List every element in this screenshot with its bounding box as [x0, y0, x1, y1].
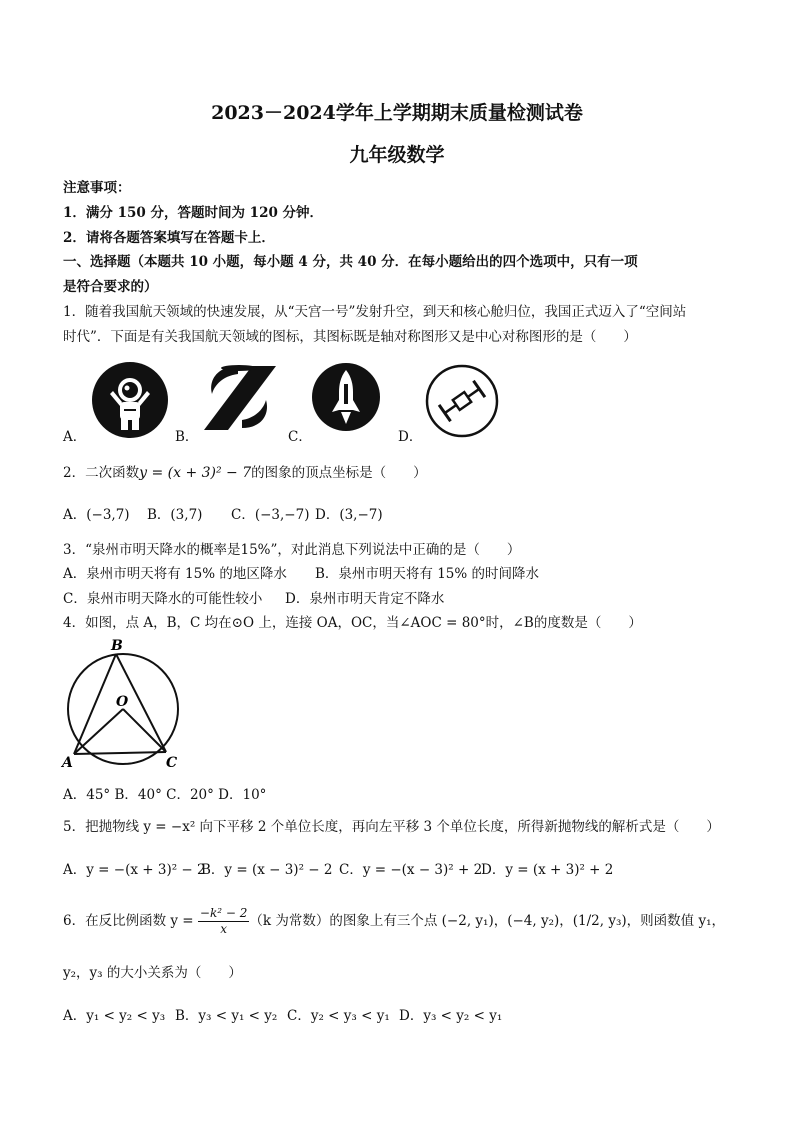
q1-stem-line2: 时代”．下面是有关我国航天领域的图标，其图标既是轴对称图形又是中心对称图形的是（ ） [63, 329, 637, 345]
q2-option-c: C．(−3,−7) [231, 507, 310, 523]
note-item-1: 1．满分 150 分，答题时间为 120 分钟． [63, 205, 324, 221]
q6-stem-line2: y₂，y₃ 的大小关系为（ ） [63, 965, 242, 981]
q2-option-d: D．(3,−7) [315, 507, 383, 523]
q3-option-c: C．泉州市明天降水的可能性较小 [63, 591, 263, 607]
q6-stem-line1 [63, 906, 725, 937]
q5-option-d: D．y = (x + 3)² + 2 [481, 862, 614, 878]
q3-option-b: B．泉州市明天将有 15% 的时间降水 [315, 566, 540, 582]
q6-option-c: C．y₂ < y₃ < y₁ [287, 1008, 390, 1024]
q1-option-c-label: C． [288, 429, 312, 445]
q2-option-b: B．(3,7) [147, 507, 203, 523]
q1-option-a-label: A． [63, 429, 87, 445]
q6-point3: (1/2, y₃) [572, 913, 627, 929]
q2-stem [63, 461, 427, 481]
q3-stem: 3．“泉州市明天降水的概率是15%”，对此消息下列说法中正确的是（ ） [63, 542, 521, 558]
orbit-swoosh-icon [198, 358, 280, 436]
q5-option-b: B．y = (x − 3)² − 2 [201, 862, 333, 878]
satellite-icon [425, 364, 499, 438]
q2-options [63, 503, 383, 523]
q2-suffix: 的图象的顶点坐标是（ ） [251, 465, 427, 481]
q4-stem: 4．如图，点 A，B，C 均在⊙O 上，连接 OA，OC，当∠AOC = 80°时，∠B的度数是（ ） [63, 615, 642, 631]
q5-stem: 5．把抛物线 y = −x² 向下平移 2 个单位长度，再向左平移 3 个单位长度，所得新抛物线的解析式是（ ） [63, 819, 720, 835]
q3-option-a: A．泉州市明天将有 15% 的地区降水 [63, 566, 287, 582]
q3-options-ab [63, 562, 539, 582]
q3-options-cd [63, 587, 444, 607]
point-c-label: C [166, 755, 178, 771]
exam-subtitle: 九年级数学 [349, 144, 445, 166]
q6-frac-denominator: x [220, 922, 228, 936]
point-b-label: B [111, 638, 123, 654]
notes-heading: 注意事项： [63, 180, 131, 196]
q5-option-c: C．y = −(x − 3)² + 2 [339, 862, 483, 878]
astronaut-icon [90, 360, 170, 440]
q5-options [63, 858, 613, 878]
q6-tail: ，则函数值 y₁， [626, 913, 725, 929]
point-o-label: O [116, 694, 129, 710]
q1-option-b-label: B． [175, 429, 199, 445]
circle-geometry-figure [60, 636, 190, 771]
q1-option-d-label: D． [398, 429, 423, 445]
q6-options [63, 1004, 502, 1024]
q6-mid: （k 为常数）的图象上有三个点 (−2, y₁)，(−4, y₂)， [249, 913, 573, 929]
section-heading-line2: 是符合要求的） [63, 279, 158, 295]
section-heading-line1: 一、选择题（本题共 10 小题，每小题 4 分，共 40 分．在每小题给出的四个选项中，只有一项 [63, 254, 638, 270]
rocket-icon [311, 362, 381, 432]
q2-option-a: A．(−3,7) [63, 507, 130, 523]
q6-option-d: D．y₃ < y₂ < y₁ [399, 1008, 503, 1024]
q6-frac-numerator: −k² − 2 [199, 906, 248, 920]
q2-function: y = (x + 3)² − 7 [139, 465, 252, 481]
q4-options: A．45° B．40° C．20° D．10° [63, 787, 267, 803]
q2-prefix: 2．二次函数 [63, 465, 140, 481]
q5-option-a: A．y = −(x + 3)² − 2 [63, 862, 206, 878]
note-item-2: 2．请将各题答案填写在答题卡上． [63, 230, 275, 246]
q3-option-d: D．泉州市明天肯定不降水 [285, 591, 445, 607]
q6-option-b: B．y₃ < y₁ < y₂ [175, 1008, 278, 1024]
q6-option-a: A．y₁ < y₂ < y₃ [63, 1008, 166, 1024]
q6-fraction [198, 906, 249, 937]
q6-prefix: 6．在反比例函数 y = [63, 913, 194, 929]
q1-stem-line1: 1．随着我国航天领域的快速发展，从“天宫一号”发射升空，到天和核心舱归位，我国正式迈入了“空间站 [63, 304, 687, 320]
point-a-label: A [62, 755, 73, 771]
exam-title: 2023－2024学年上学期期末质量检测试卷 [211, 102, 583, 124]
